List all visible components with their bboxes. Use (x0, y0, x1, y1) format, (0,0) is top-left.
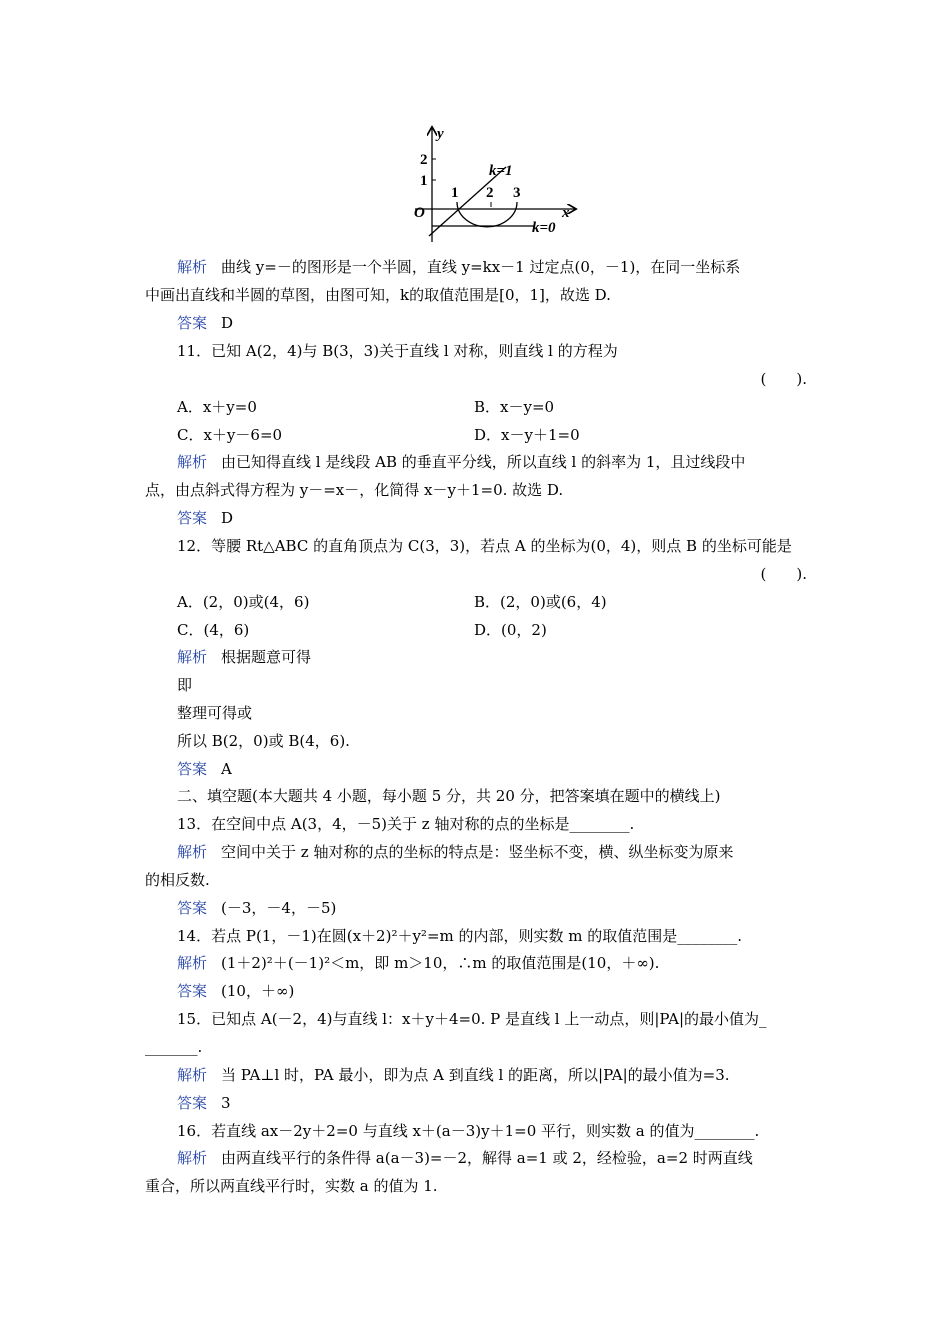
answer-value: D (221, 509, 234, 527)
analysis-text: 由两直线平行的条件得 a(a－3)=－2，解得 a=1 或 2，经检验，a=2 时两直线 (221, 1149, 753, 1167)
q13-analysis-line2: 的相反数. (145, 871, 210, 889)
q11-option-d: D．x－y＋1=0 (474, 426, 580, 444)
label-k1: k=1 (489, 163, 513, 179)
answer-value: A (221, 760, 232, 778)
analysis-text: 由已知得直线 l 是线段 AB 的垂直平分线，所以直线 l 的斜率为 1，且过线段中 (221, 453, 746, 471)
q12-option-c: C．(4，6) (177, 621, 250, 639)
q15-analysis (177, 1065, 730, 1085)
analysis-text: 曲线 y=－的图形是一个半圆，直线 y=kx－1 过定点(0，－1)，在同一坐标系 (221, 258, 741, 276)
x-tick-2: 2 (486, 185, 494, 201)
q12-stem: 12．等腰 Rt△ABC 的直角顶点为 C(3，3)，若点 A 的坐标为(0，4)，则点 B 的坐标可能是 (177, 537, 792, 555)
answer-label: 答案 (177, 1094, 208, 1112)
q15-stem-continued: _______. (145, 1038, 203, 1056)
q11-answer (177, 508, 233, 528)
q12-answer-blank: ( ). (760, 565, 807, 583)
label-k0: k=0 (532, 220, 556, 236)
semicircle (457, 202, 517, 227)
answer-value: (－3，－4，－5) (221, 899, 337, 917)
q14-stem: 14．若点 P(1，－1)在圆(x＋2)²＋y²=m 的内部，则实数 m 的取值范围是________. (177, 927, 743, 945)
q10-analysis-line1 (177, 257, 740, 277)
y-tick-1: 1 (420, 173, 428, 189)
q11-option-a: A．x＋y=0 (177, 398, 257, 416)
q14-analysis (177, 953, 659, 973)
analysis-label: 解析 (177, 453, 208, 471)
q12-step-2: 整理可得或 (177, 704, 253, 722)
q12-step-1: 即 (177, 676, 193, 694)
analysis-text: 空间中关于 z 轴对称的点的坐标的特点是：竖坐标不变，横、纵坐标变为原来 (221, 843, 734, 861)
q15-stem: 15．已知点 A(－2，4)与直线 l：x＋y＋4=0. P 是直线 l 上一动点，则|PA|的最小值为_ (177, 1010, 767, 1028)
x-tick-1: 1 (451, 185, 459, 201)
q16-stem: 16．若直线 ax－2y＋2=0 与直线 x＋(a－3)y＋1=0 平行，则实数 a 的值为________. (177, 1122, 760, 1140)
q16-analysis-line2: 重合，所以两直线平行时，实数 a 的值为 1. (145, 1177, 438, 1195)
q12-option-d: D．(0，2) (474, 621, 547, 639)
answer-label: 答案 (177, 314, 208, 332)
q11-option-b: B．x－y=0 (474, 398, 555, 416)
analysis-label: 解析 (177, 648, 208, 666)
answer-label: 答案 (177, 982, 208, 1000)
analysis-text: (1＋2)²＋(－1)²＜m，即 m＞10，∴m 的取值范围是(10，＋∞). (221, 954, 660, 972)
q10-answer (177, 313, 233, 333)
origin-label: O (414, 205, 425, 221)
q13-answer (177, 898, 336, 918)
analysis-text: 当 PA⊥l 时，PA 最小，即为点 A 到直线 l 的距离，所以|PA|的最小值为=3. (221, 1066, 730, 1084)
q12-step-3: 所以 B(2，0)或 B(4，6). (177, 732, 350, 750)
q13-analysis-line1 (177, 842, 733, 862)
analysis-label: 解析 (177, 1149, 208, 1167)
q12-answer (177, 759, 232, 779)
q11-analysis-line1 (177, 452, 745, 472)
q11-answer-blank: ( ). (760, 370, 807, 388)
q12-option-a: A．(2，0)或(4，6) (177, 593, 310, 611)
q11-option-c: C．x＋y－6=0 (177, 426, 283, 444)
analysis-label: 解析 (177, 843, 208, 861)
q11-stem: 11．已知 A(2，4)与 B(3，3)关于直线 l 对称，则直线 l 的方程为 (177, 342, 618, 360)
q15-answer (177, 1093, 231, 1113)
q12-analysis-line1 (177, 647, 311, 667)
graph-figure (405, 122, 580, 247)
x-tick-3: 3 (513, 185, 521, 201)
q13-stem: 13．在空间中点 A(3，4，－5)关于 z 轴对称的点的坐标是________. (177, 815, 635, 833)
analysis-text: 根据题意可得 (221, 648, 312, 666)
section-2-heading: 二、填空题(本大题共 4 小题，每小题 5 分，共 20 分，把答案填在题中的横线上) (177, 787, 721, 805)
answer-label: 答案 (177, 509, 208, 527)
q11-analysis-line2: 点，由点斜式得方程为 y－=x－，化简得 x－y＋1=0. 故选 D. (145, 481, 564, 499)
analysis-label: 解析 (177, 954, 208, 972)
q16-analysis-line1 (177, 1148, 753, 1168)
answer-label: 答案 (177, 760, 208, 778)
analysis-label: 解析 (177, 258, 208, 276)
analysis-label: 解析 (177, 1066, 208, 1084)
q14-answer (177, 981, 294, 1001)
answer-value: D (221, 314, 234, 332)
answer-label: 答案 (177, 899, 208, 917)
q10-analysis-line2: 中画出直线和半圆的草图，由图可知，k的取值范围是[0，1]，故选 D. (145, 286, 611, 304)
y-axis-label: y (437, 126, 444, 142)
x-axis-label: x (562, 205, 570, 221)
answer-value: 3 (221, 1094, 231, 1112)
y-tick-2: 2 (420, 152, 428, 168)
q12-option-b: B．(2，0)或(6，4) (474, 593, 607, 611)
answer-value: (10，＋∞) (221, 982, 295, 1000)
